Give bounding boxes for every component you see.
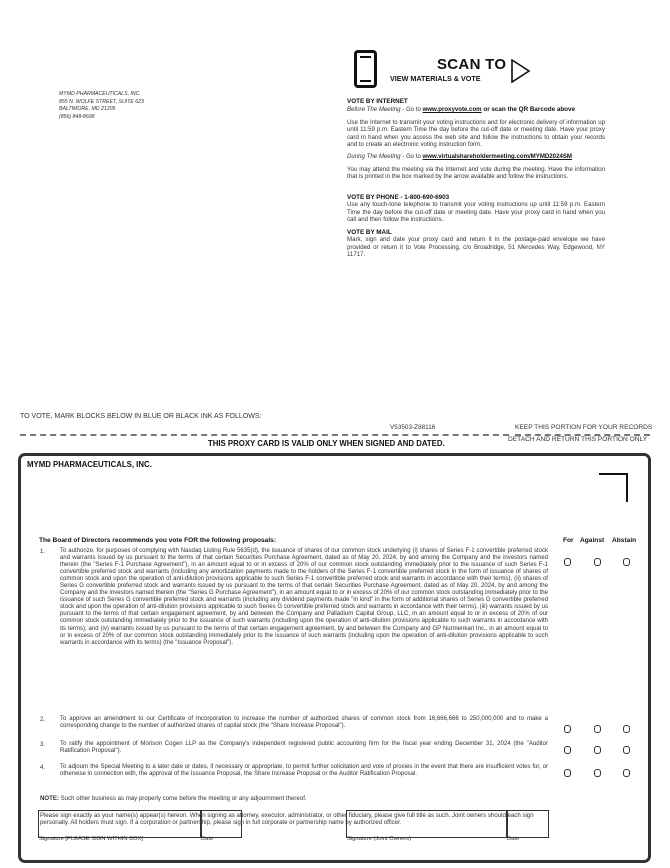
phone-icon — [354, 50, 377, 88]
vote-abstain-checkbox[interactable] — [623, 769, 630, 777]
card-company-name: MYMD PHARMACEUTICALS, INC. — [27, 460, 152, 469]
during-meeting-line — [347, 153, 605, 160]
detach-portion-label: DETACH AND RETURN THIS PORTION ONLY — [508, 436, 648, 443]
vote-against-checkbox[interactable] — [594, 558, 601, 566]
vote-internet-section — [347, 98, 605, 181]
before-meeting-suffix: or scan the QR Barcode above — [481, 106, 576, 114]
vote-phone-body: Use any touch-tone telephone to transmit your voting instructions up until 11:59 p.m. Eastern Time the day before the cut-off date or meeting date. Have your proxy card in hand when you call and then follow the instructions. — [347, 201, 605, 224]
vote-against-checkbox[interactable] — [594, 725, 601, 733]
before-meeting-label: Before The Meeting — [347, 106, 401, 114]
vote-for-checkbox[interactable] — [564, 558, 571, 566]
joint-signature-box[interactable] — [346, 810, 508, 838]
sign-instructions: Please sign exactly as your name(s) appear(s) hereon. When signing as attorney, executor, administrator, or other fiduciary, please give full title as such. Joint owners should each sign personally. All holders must sign. If a corporation or partnership, please sign in full corporate or partnership name by authorized officer. — [40, 812, 534, 827]
detach-line — [20, 434, 509, 436]
keep-portion-label: KEEP THIS PORTION FOR YOUR RECORDS — [515, 424, 653, 431]
date-label: Date — [201, 836, 214, 842]
mark-instructions: TO VOTE, MARK BLOCKS BELOW IN BLUE OR BLACK INK AS FOLLOWS: — [20, 413, 262, 420]
vote-against-checkbox[interactable] — [594, 746, 601, 754]
proposal-number: 3. — [40, 741, 46, 748]
vote-mail-section — [347, 229, 605, 259]
joint-date-box[interactable] — [506, 810, 549, 838]
column-abstain: Abstain — [612, 537, 637, 544]
address-line: MYMD PHARMACEUTICALS, INC. — [59, 91, 141, 97]
virtual-meeting-link[interactable]: www.virtualshareholdermeeting.com/MYMD2024SM — [422, 153, 572, 161]
address-line: 855 N. WOLFE STREET, SUITE 623 — [59, 98, 144, 105]
arrow-right-icon — [511, 59, 531, 83]
before-meeting-line — [347, 106, 605, 113]
vote-phone-heading: VOTE BY PHONE - 1-800-690-6903 — [347, 194, 450, 201]
before-meeting-goto: - Go to — [400, 106, 423, 114]
address-line: (856) 848-8698 — [59, 113, 95, 120]
proposal-text: To approve an amendment to our Certificate of Incorporation to increase the number of authorized shares of common stock from 16,666,666 to 250,000,000 and to make a corresponding change to the number of authorized shares of capital stock (the "Share Increase Proposal"). — [60, 716, 548, 730]
proposal-number: 2. — [40, 716, 46, 723]
proxyvote-link[interactable]: www.proxyvote.com — [422, 106, 482, 114]
note-label: NOTE: — [40, 795, 59, 802]
proposal-text: To authorize, for purposes of complying with Nasdaq Listing Rule 5635(d), the issuance of shares of our common stock underlying (i) shares of Series F-1 convertible preferred stock and warrants issued by us pursuant to the terms of that certain Securities Purchase Agreement, dated as of May 20, 2024, by and among the Company and the investors named therein (the "Series F-1 Purchase Agreement"), in an amount equal to or in excess of 20% of our common stock outstanding immediately prior to the issuance of such Series F-1 convertible preferred stock and warrants (including any amortization payments made to the holders of the Series F-1 convertible preferred stock in the form of issuance of shares of common stock and upon the operation of anti-dilution provisions applicable to such Series F-1 convertible preferred stock and warrants in accordance with their terms), (ii) shares of Series G convertible preferred stock and warrants issued by us pursuant to the terms of that certain Securities Purchase Agreement, dated as of May 20, 2024, by and among the Company and the investors named therein (the "Series G Purchase Agreement"), in an amount equal to or in excess of 20% of our common stock outstanding immediately prior to the issuance of such Series G convertible preferred stock and warrants (including any dividend payments made "in kind" in the form of additional shares of Series G convertible preferred stock and upon the operation of anti-dilution provisions applicable to such Series G convertible preferred stock and warrants in accordance with their terms), (iii) warrants issued by us pursuant to the terms of that certain engagement agreement, by and between the Company and Palladium Capital Group, LLC, in an amount equal to or in excess of 20% of our common stock outstanding immediately prior to the issuance of such warrants (including upon the operation of anti-dilution provisions applicable to such warrants in accordance with its terms), and (iv) warrants issued by us pursuant to the terms of that certain engagement agreement, by and between the Company and GP Nurmenkari Inc., in an amount equal to or in excess of 20% of our common stock outstanding immediately prior to the issuance of such warrants (including upon the operation of anti-dilution provisions applicable to such warrants in accordance with its terms) (the "Issuance Proposal"). — [60, 548, 548, 646]
vote-abstain-checkbox[interactable] — [623, 725, 630, 733]
note — [40, 795, 307, 802]
proposal-number: 4. — [40, 764, 46, 771]
proposal-text: To adjourn the Special Meeting to a later date or dates, if necessary or appropriate, to permit further solicitation and vote of proxies in the event that there are insufficient votes for, or otherwise in connection with, the approval of the Issuance Proposal, the Share Increase Proposal or the Auditor Ratification Proposal. — [60, 764, 548, 778]
vote-for-checkbox[interactable] — [564, 725, 571, 733]
vote-mail-heading: VOTE BY MAIL — [347, 229, 392, 236]
vote-internet-heading: VOTE BY INTERNET — [347, 98, 408, 105]
proposal-text: To ratify the appointment of Morison Cogen LLP as the Company's independent registered public accounting firm for the fiscal year ending December 31, 2024 (the "Auditor Ratification Proposal"). — [60, 741, 548, 755]
vote-internet-body: Use the Internet to transmit your voting instructions and for electronic delivery of information up until 11:59 p.m. Eastern Time the day before the cut-off date or meeting date. Have your proxy card in hand when you access the web site and follow the instructions to obtain your records and to create an electronic voting instruction form. — [347, 118, 605, 149]
joint-signature-label: Signature (Joint Owners) — [347, 836, 412, 842]
vote-mail-body: Mark, sign and date your proxy card and return it in the postage-paid envelope we have provided or return it to Vote Processing, c/o Broadridge, 51 Mercedes Way, Edgewood, NY 11717. — [347, 236, 605, 259]
signature-label: Signature [PLEASE SIGN WITHIN BOX] — [39, 836, 144, 842]
note-text: Such other business as may properly come before the meeting or any adjournment thereof. — [58, 795, 307, 802]
vote-against-checkbox[interactable] — [594, 769, 601, 777]
board-recommendation: The Board of Directors recommends you vote FOR the following proposals: — [39, 537, 277, 544]
address-line: BALTIMORE, MD 21205 — [59, 106, 116, 113]
valid-notice: THIS PROXY CARD IS VALID ONLY WHEN SIGNED AND DATED. — [208, 439, 445, 448]
vote-phone-section — [347, 194, 605, 224]
vote-abstain-checkbox[interactable] — [623, 746, 630, 754]
date-box[interactable] — [200, 810, 242, 838]
scan-subtitle: VIEW MATERIALS & VOTE — [390, 74, 481, 83]
column-against: Against — [580, 537, 605, 544]
corner-mark-icon — [599, 473, 628, 502]
company-address — [59, 91, 144, 121]
scan-title: SCAN TO — [437, 56, 507, 73]
during-meeting-label: During The Meeting — [347, 153, 401, 161]
vote-for-checkbox[interactable] — [564, 769, 571, 777]
vote-abstain-checkbox[interactable] — [623, 558, 630, 566]
vote-for-checkbox[interactable] — [564, 746, 571, 754]
proposal-number: 1. — [40, 548, 46, 555]
control-code: V53503-Z88116 — [390, 424, 436, 431]
during-meeting-body: You may attend the meeting via the Internet and vote during the meeting. Have the information that is printed in the box marked by the arrow available and follow the instructions. — [347, 165, 605, 181]
column-for: For — [563, 537, 574, 544]
signature-box[interactable] — [38, 810, 202, 838]
joint-date-label: Date — [507, 836, 520, 842]
during-meeting-goto: - Go to — [400, 153, 423, 161]
